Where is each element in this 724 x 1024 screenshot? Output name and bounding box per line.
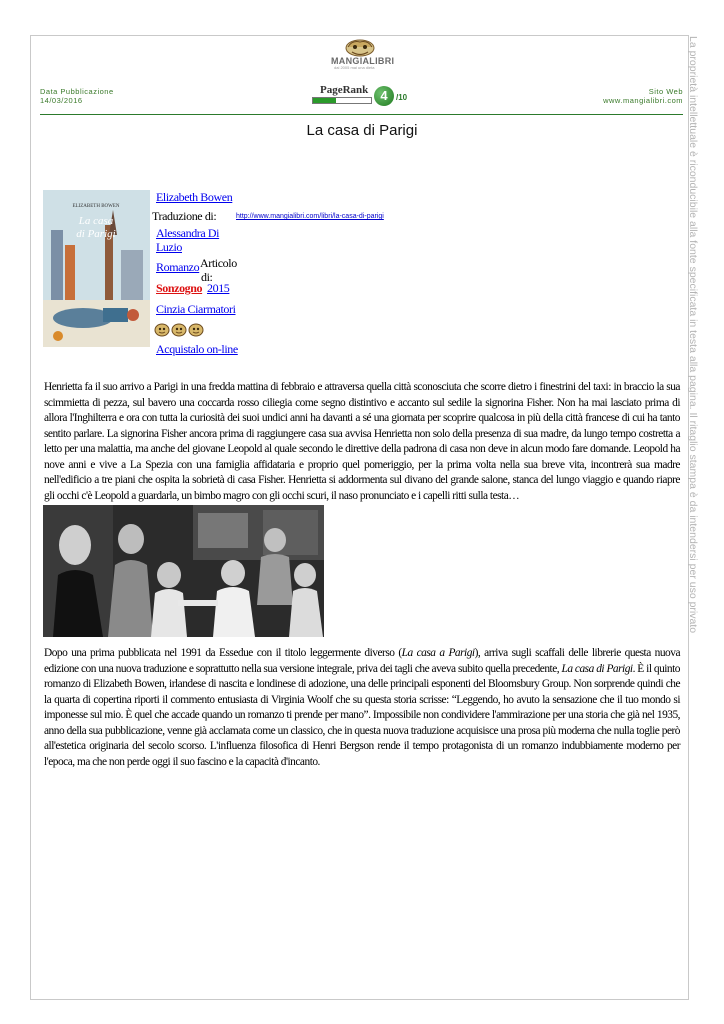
paragraph-2-part-2: ), arriva sugli scaffali delle librerie questa nuova edizione con una nuova traduzione e soprattutto nella sua versione integrale, priva dei tagli che aveva subito quella precedente, [44,647,681,675]
rating-book-icon [188,321,204,337]
copyright-side-note: La proprietà intellettuale è riconducibile alla fonte specificata in testa alla pagina. Il ritaglio stampa è da intendersi per uso privato [687,36,699,634]
article-by-label-1: Articolo [200,256,237,270]
translator-link-line-1[interactable]: Alessandra Di [156,226,220,240]
translation-label: Traduzione di: [152,209,217,223]
cover-title-line-2: di Parigi [76,228,116,240]
header-divider [40,114,683,115]
paragraph-2-part-3: . È il quinto romanzo di Elizabeth Bowen, irlandese di nascita e londinese di adozione, una delle principali esponenti del Bloomsbury Group. Non sorprende quindi che la quarta di copertina riporti il commento entusiasta di Virginia Woolf che su questa storia scrisse: “Leggendo, ho avuto la sensazione che il tuo mondo si imponesse sul mio. È quel che accade quando un romanzo ti prende per mano”. Impossibile non condividere l'ammirazione per una storia che già nel 1935, anno della sua pubblicazione, venne già acclamata come un classico, che in questa nuova traduzione acquisisce una prosa più moderna che nulla toglie però all'estetica originaria del secolo scorso. L'influenza filosofica di Henri Bergson rende il tempo protagonista di un romanzo indubbiamente moderno per l'epoca, ma che non perde oggi il suo fascino e la capacità d'incanto. [44,662,680,768]
pagerank-label: PageRank [320,84,369,96]
rating-book-icon [171,321,187,337]
review-paragraph-2 [44,646,680,770]
paragraph-2-title-1: La casa a Parigi [401,647,475,659]
review-paragraph-1: Henrietta fa il suo arrivo a Parigi in una fredda mattina di febbraio e attraversa quella città sconosciuta che scorre dietro i finestrini del taxi: in braccio la sua scimmietta di pezza, sul bavero una coccarda rosso ciliegia come segno distintivo e accanto sul sedile la signorina Fisher. Non ha mai lasciato prima di allora l'Inghilterra e ora con tutta la curiosità dei suoi undici anni ha davanti a sé una giornata per scoprire qualcosa in più della città francese di cui ha tanto sentito parlare. La signorina Fisher ancora prima di raggiungere casa sua avvisa Henrietta non solo della presenza di sua madre, da lungo tempo costretta a letto per una malattia, ma anche del giovane Leopold al quale secondo le direttive della padrona di casa non deve in alcun modo fare domande. Leopold ha nove anni e vive a La Spezia con una famiglia affidataria e proprio quel pomeriggio, per la prima volta nella sua breve vita, incontrerà sua madre nell'edificio a tre piani che ospita la sobrietà di casa Fisher. Henrietta si addormenta sul divano del grande salone, stanca del lungo viaggio e quando riapre gli occhi c'è Leopold a guardarla, un bimbo magro con gli occhi scuri, il naso pronunciato e i capelli ritti sulla testa… [44,381,680,502]
website-label: Sito Web [648,87,683,96]
reviewer-link[interactable]: Cinzia Ciarmatori [156,302,236,316]
rating-book-icon [154,321,170,337]
publication-date-label: Data Pubblicazione [40,87,114,96]
website-block [603,87,683,105]
publication-date-block [40,87,114,105]
rating-icons [154,321,205,337]
cover-title-line-1: La casa [78,215,114,227]
buy-online-link[interactable]: Acquistalo on-line [156,342,238,356]
article-title: La casa di Parigi [306,122,418,139]
pagerank-max: /10 [396,93,408,102]
publisher-link[interactable]: Sonzogno [156,281,203,295]
logo-tagline: dal 2005 mai una dieta [334,65,375,70]
genre-link[interactable]: Romanzo [156,260,200,274]
website-url: www.mangialibri.com [603,96,683,105]
year-link[interactable]: 2015 [207,281,230,295]
cover-author: ELIZABETH BOWEN [72,204,120,209]
paragraph-2-title-2: La casa di Parigi [561,662,633,675]
author-photo [43,505,324,637]
article-url-link[interactable]: http://www.mangialibri.com/libri/la-casa-di-parigi [236,213,384,220]
pagerank-value: 4 [374,86,394,106]
translator-link-line-2[interactable]: Luzio [156,240,182,254]
paragraph-2-part-1: Dopo una prima pubblicata nel 1991 da Essedue con il titolo leggermente diverso ( [44,647,402,659]
logo-text: MANGIALIBRI [331,56,395,66]
pagerank-bar [312,97,372,104]
article-by-label-2: di: [201,270,213,284]
book-cover-image [43,190,150,347]
pagerank-bar-fill [313,98,336,103]
publication-date: 14/03/2016 [40,96,83,105]
author-link[interactable]: Elizabeth Bowen [156,190,233,204]
